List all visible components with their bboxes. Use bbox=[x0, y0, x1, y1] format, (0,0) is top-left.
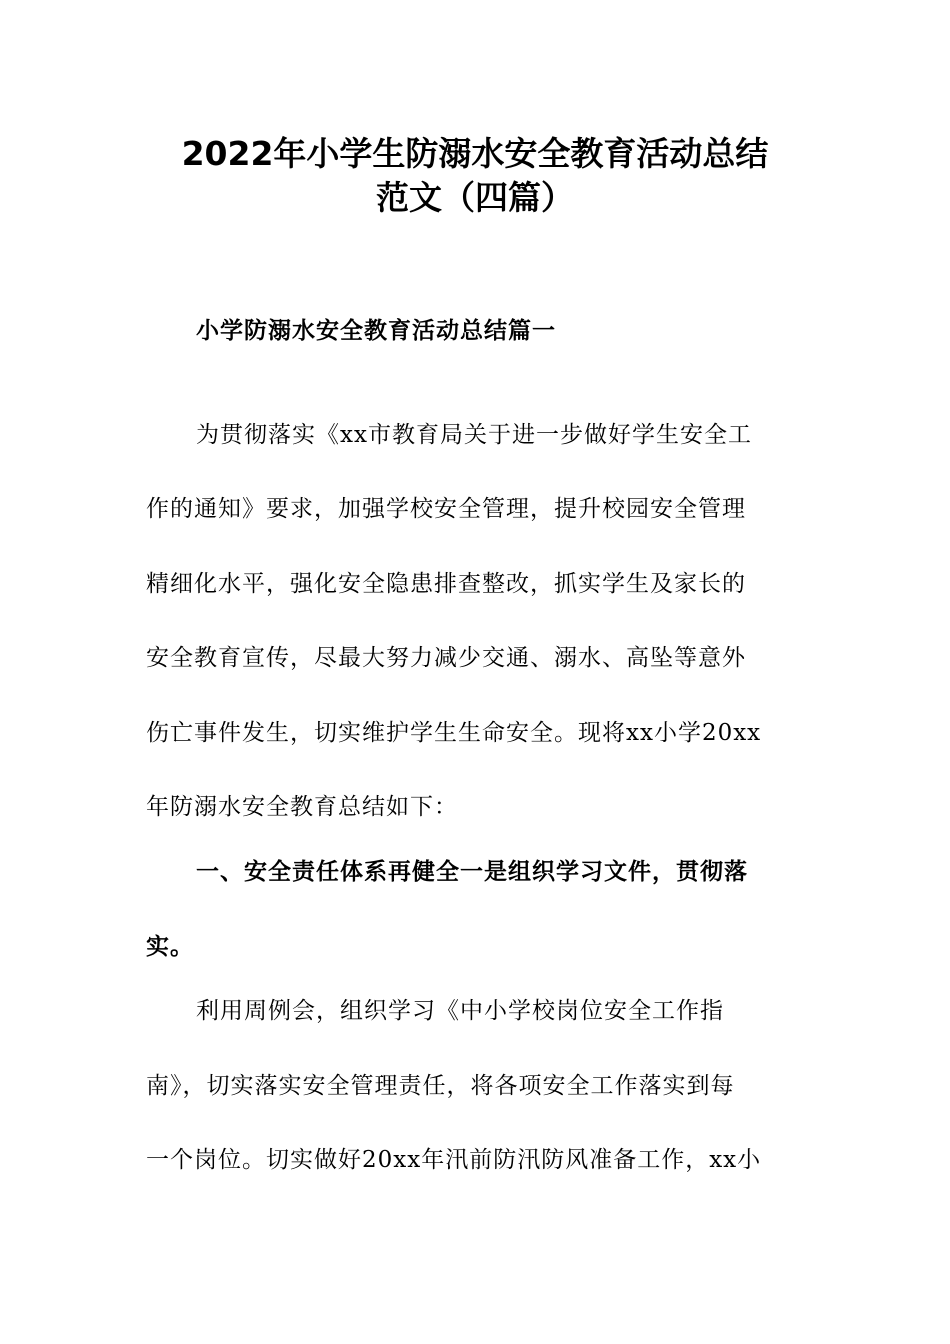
document-title-line-1: 2022年小学生防溺水安全教育活动总结 bbox=[181, 134, 769, 173]
paragraph-line: 伤亡事件发生，切实维护学生生命安全。现将xx小学20xx bbox=[146, 720, 762, 746]
paragraph-line: 年防溺水安全教育总结如下： bbox=[146, 794, 458, 820]
paragraph-line: 一个岗位。切实做好20xx年汛前防汛防风准备工作，xx小 bbox=[146, 1147, 762, 1173]
subheading-line-1: 一、安全责任体系再健全一是组织学习文件，贯彻落 bbox=[196, 859, 748, 885]
paragraph-line: 南》，切实落实安全管理责任，将各项安全工作落实到每 bbox=[146, 1073, 735, 1099]
paragraph-line: 作的通知》要求，加强学校安全管理，提升校园安全管理 bbox=[146, 496, 746, 522]
section-heading: 小学防溺水安全教育活动总结篇一 bbox=[196, 318, 556, 344]
paragraph-line: 安全教育宣传，尽最大努力减少交通、溺水、高坠等意外 bbox=[146, 645, 746, 671]
paragraph-line: 为贯彻落实《xx市教育局关于进一步做好学生安全工 bbox=[196, 422, 752, 448]
paragraph-line: 利用周例会，组织学习《中小学校岗位安全工作指 bbox=[196, 998, 724, 1024]
subheading-line-2: 实。 bbox=[146, 934, 194, 960]
document-title-line-2: 范文（四篇） bbox=[376, 178, 574, 217]
paragraph-line: 精细化水平，强化安全隐患排查整改，抓实学生及家长的 bbox=[146, 571, 746, 597]
